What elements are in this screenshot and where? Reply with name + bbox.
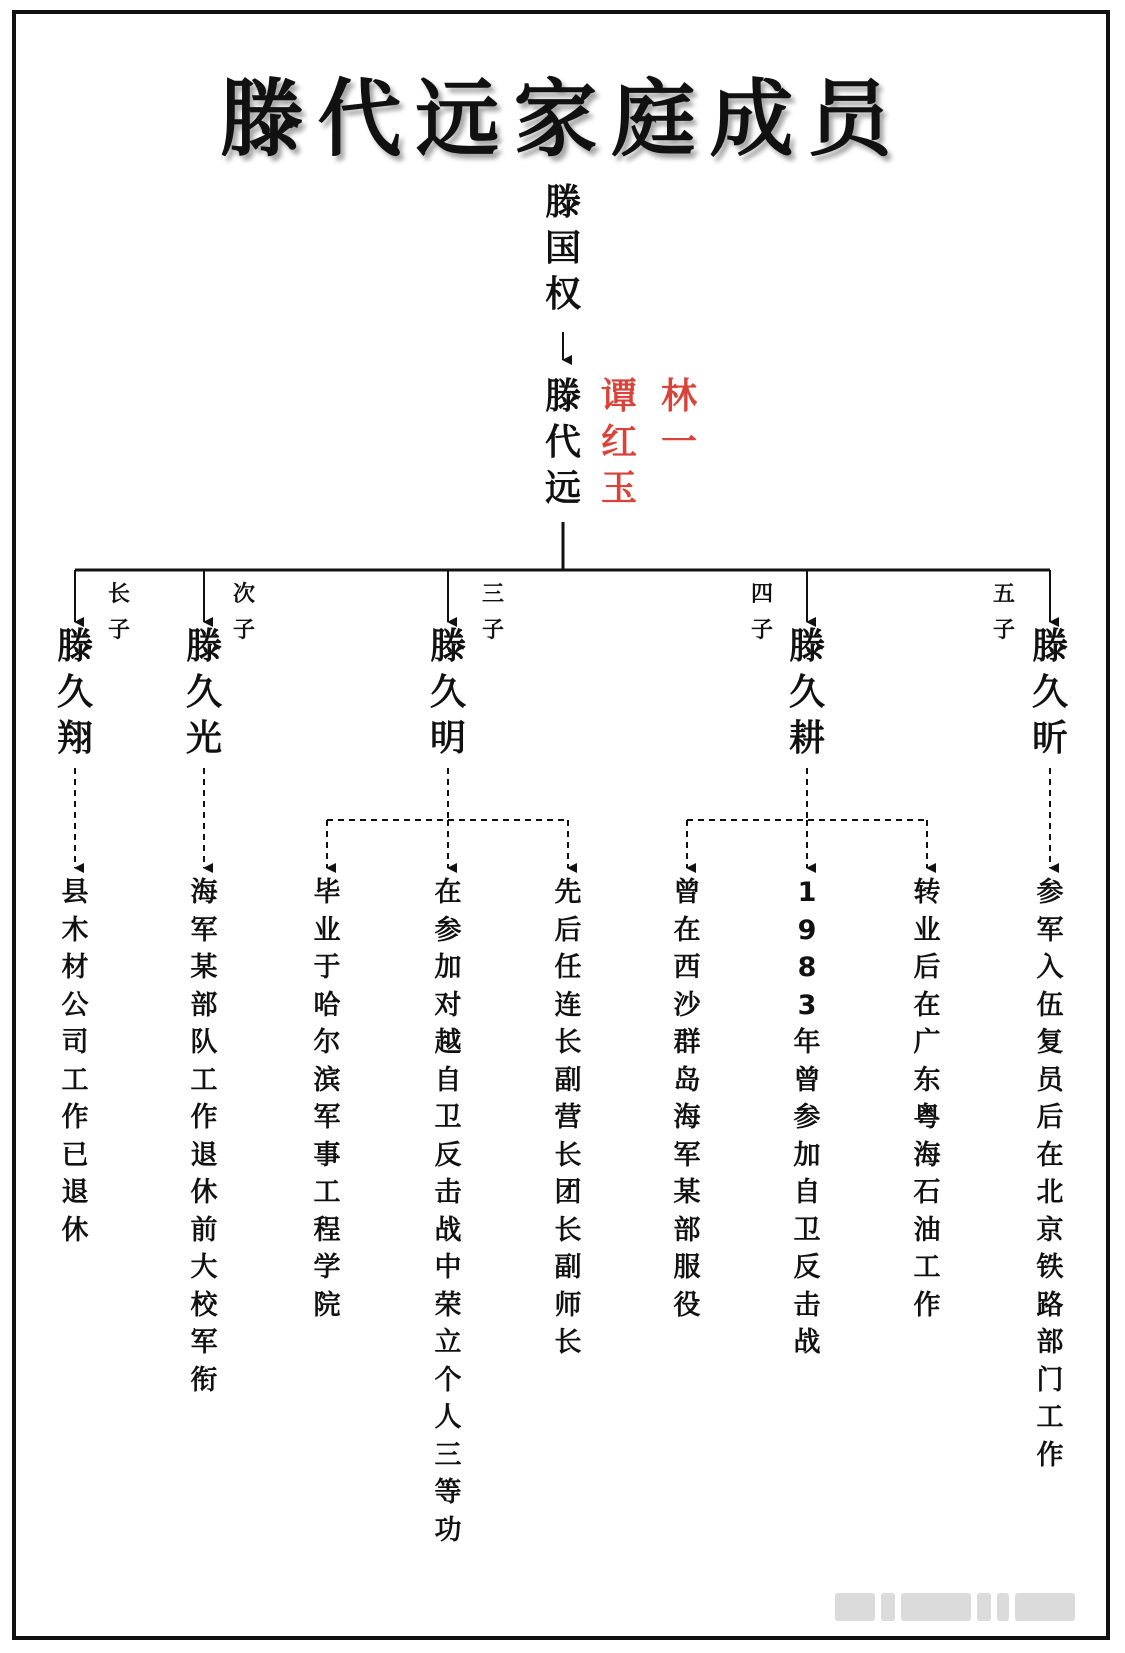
son-5-name: 滕 久 昕 xyxy=(1031,626,1068,759)
son-3-rank: 三 子 xyxy=(481,581,504,643)
note-son4-service: 曾 在 西 沙 群 岛 海 军 某 部 服 役 xyxy=(673,877,701,1321)
son-4-rank: 四 子 xyxy=(750,581,773,643)
subject-name: 滕 代 远 xyxy=(544,376,581,509)
note-son3-merit: 在 参 加 对 越 自 卫 反 击 战 中 荣 立 个 人 三 等 功 xyxy=(434,877,462,1546)
note-son5: 参 军 入 伍 复 员 后 在 北 京 铁 路 部 门 工 作 xyxy=(1036,877,1064,1471)
note-son1: 县 木 材 公 司 工 作 已 退 休 xyxy=(61,877,89,1246)
spouse-2-name: 林 一 xyxy=(660,376,697,463)
son-2-rank: 次 子 xyxy=(232,581,255,643)
spouse-1-name: 谭 红 玉 xyxy=(600,376,637,509)
note-son4-war: 1 9 8 3 年 曾 参 加 自 卫 反 击 战 xyxy=(793,877,821,1358)
note-son4-job: 转 业 后 在 广 东 粤 海 石 油 工 作 xyxy=(913,877,941,1321)
note-son2: 海 军 某 部 队 工 作 退 休 前 大 校 军 衔 xyxy=(190,877,218,1396)
page-title: 滕代远家庭成员 xyxy=(219,69,906,168)
son-3-name: 滕 久 明 xyxy=(429,626,466,759)
son-4-name: 滕 久 耕 xyxy=(788,626,825,759)
son-1-name: 滕 久 翔 xyxy=(56,626,93,759)
son-1-rank: 长 子 xyxy=(107,581,130,643)
son-2-name: 滕 久 光 xyxy=(185,626,222,759)
note-son3-career: 先 后 任 连 长 副 营 长 团 长 副 师 长 xyxy=(554,877,582,1358)
watermark-logo xyxy=(835,1589,1085,1625)
son-5-rank: 五 子 xyxy=(992,581,1015,643)
father-name: 滕 国 权 xyxy=(544,182,581,315)
note-son3-study: 毕 业 于 哈 尔 滨 军 事 工 程 学 院 xyxy=(313,877,341,1321)
